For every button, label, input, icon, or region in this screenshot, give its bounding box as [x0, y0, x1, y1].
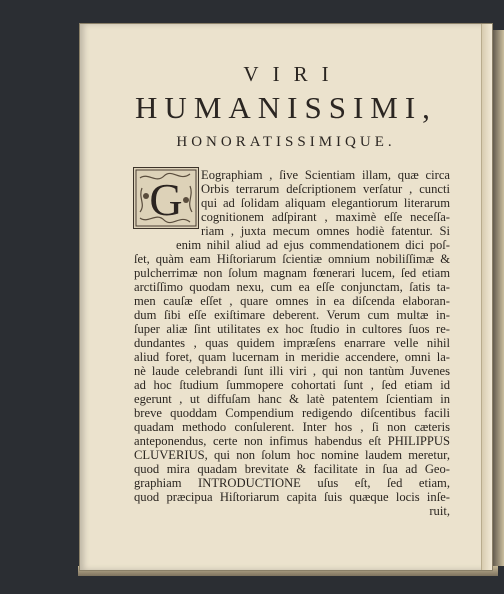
- text-line: breve quoddam Compendium redigendo diſcentibus facili: [134, 406, 450, 420]
- text-line: ad hoc ſtudium ſummopere cohortati ſunt , ſed etiam id: [134, 378, 450, 392]
- text-line: CLUVERIUS, qui non ſolum hoc nomine laudem meretur,: [134, 448, 450, 462]
- text-line: graphiam INTRODUCTIONE uſus eſt, ſed etiam,: [134, 476, 450, 490]
- decorated-initial: [133, 167, 199, 229]
- text-line: Orbis terrarum deſcriptionem verſatur , cuncti: [201, 182, 450, 196]
- heading-line-2: HUMANISSIMI,: [135, 90, 437, 125]
- heading-line-1: VIRI: [243, 62, 343, 86]
- text-line: arctiſſimo quodam nexu, cum ea eſſe conjunctam, ſatis ta-: [134, 280, 450, 294]
- text-line: ſuper aliæ ſint utilitates ex hoc ſtudio in cultores ſuos re-: [134, 322, 450, 336]
- text-line: aliud foret, quam lucernam in meridie accendere, omni la-: [134, 350, 450, 364]
- text-line: dundantes , quas quidem impræſens enarrare velle nihil: [134, 336, 450, 350]
- text-line: quod præcipua Hiſtoriarum capita ſuis quæque locis inſe-: [134, 490, 450, 504]
- text-line: ruit,: [429, 504, 450, 518]
- text-line: ſet, quàm eam Hiſtoriarum ſcientiæ omnium nobiliſſimæ &: [134, 252, 450, 266]
- text-line: qui ad ſolidam aliquam elegantiorum literarum: [201, 196, 450, 210]
- text-line: anteponendus, certe non infimus habendus eſt PHILIPPUS: [134, 434, 450, 448]
- text-line: enim nihil aliud ad ejus commendationem dici poſ-: [176, 238, 450, 252]
- text-line: riam , juxta mecum omnes hodiè fatentur. Si: [201, 224, 450, 238]
- text-line: cognitionem adſpirant , maximè eſſe neceſſa-: [201, 210, 450, 224]
- text-line: men cauſæ eſſet , quare omnes in ea diſcenda elaboran-: [134, 294, 450, 308]
- facing-page-edge: [492, 30, 504, 566]
- text-line: nè laude celebrandi ſunt illi viri , qui non tantùm Juvenes: [134, 364, 450, 378]
- text-line: Eographiam , ſive Scientiam illam, quæ circa: [201, 168, 450, 182]
- text-line: dum ſibi eſſe exiſtimare deberent. Verum cum multæ in-: [134, 308, 450, 322]
- text-line: egerunt , ut diffuſam hanc & latè patentem ſcientiam in: [134, 392, 450, 406]
- text-line: quadam methodo conſulerent. Inter hos , ſi non cæteris: [134, 420, 450, 434]
- heading-line-3: HONORATISSIMIQUE.: [176, 134, 396, 150]
- text-line: pulcherrimæ non ſolum magnam fœnerari lucem, ſed etiam: [134, 266, 450, 280]
- text-line: quod mira quadam brevitate & facilitate in ſua ad Geo-: [134, 462, 450, 476]
- initial-letter: G: [149, 174, 183, 225]
- ornament-icon: [134, 168, 198, 228]
